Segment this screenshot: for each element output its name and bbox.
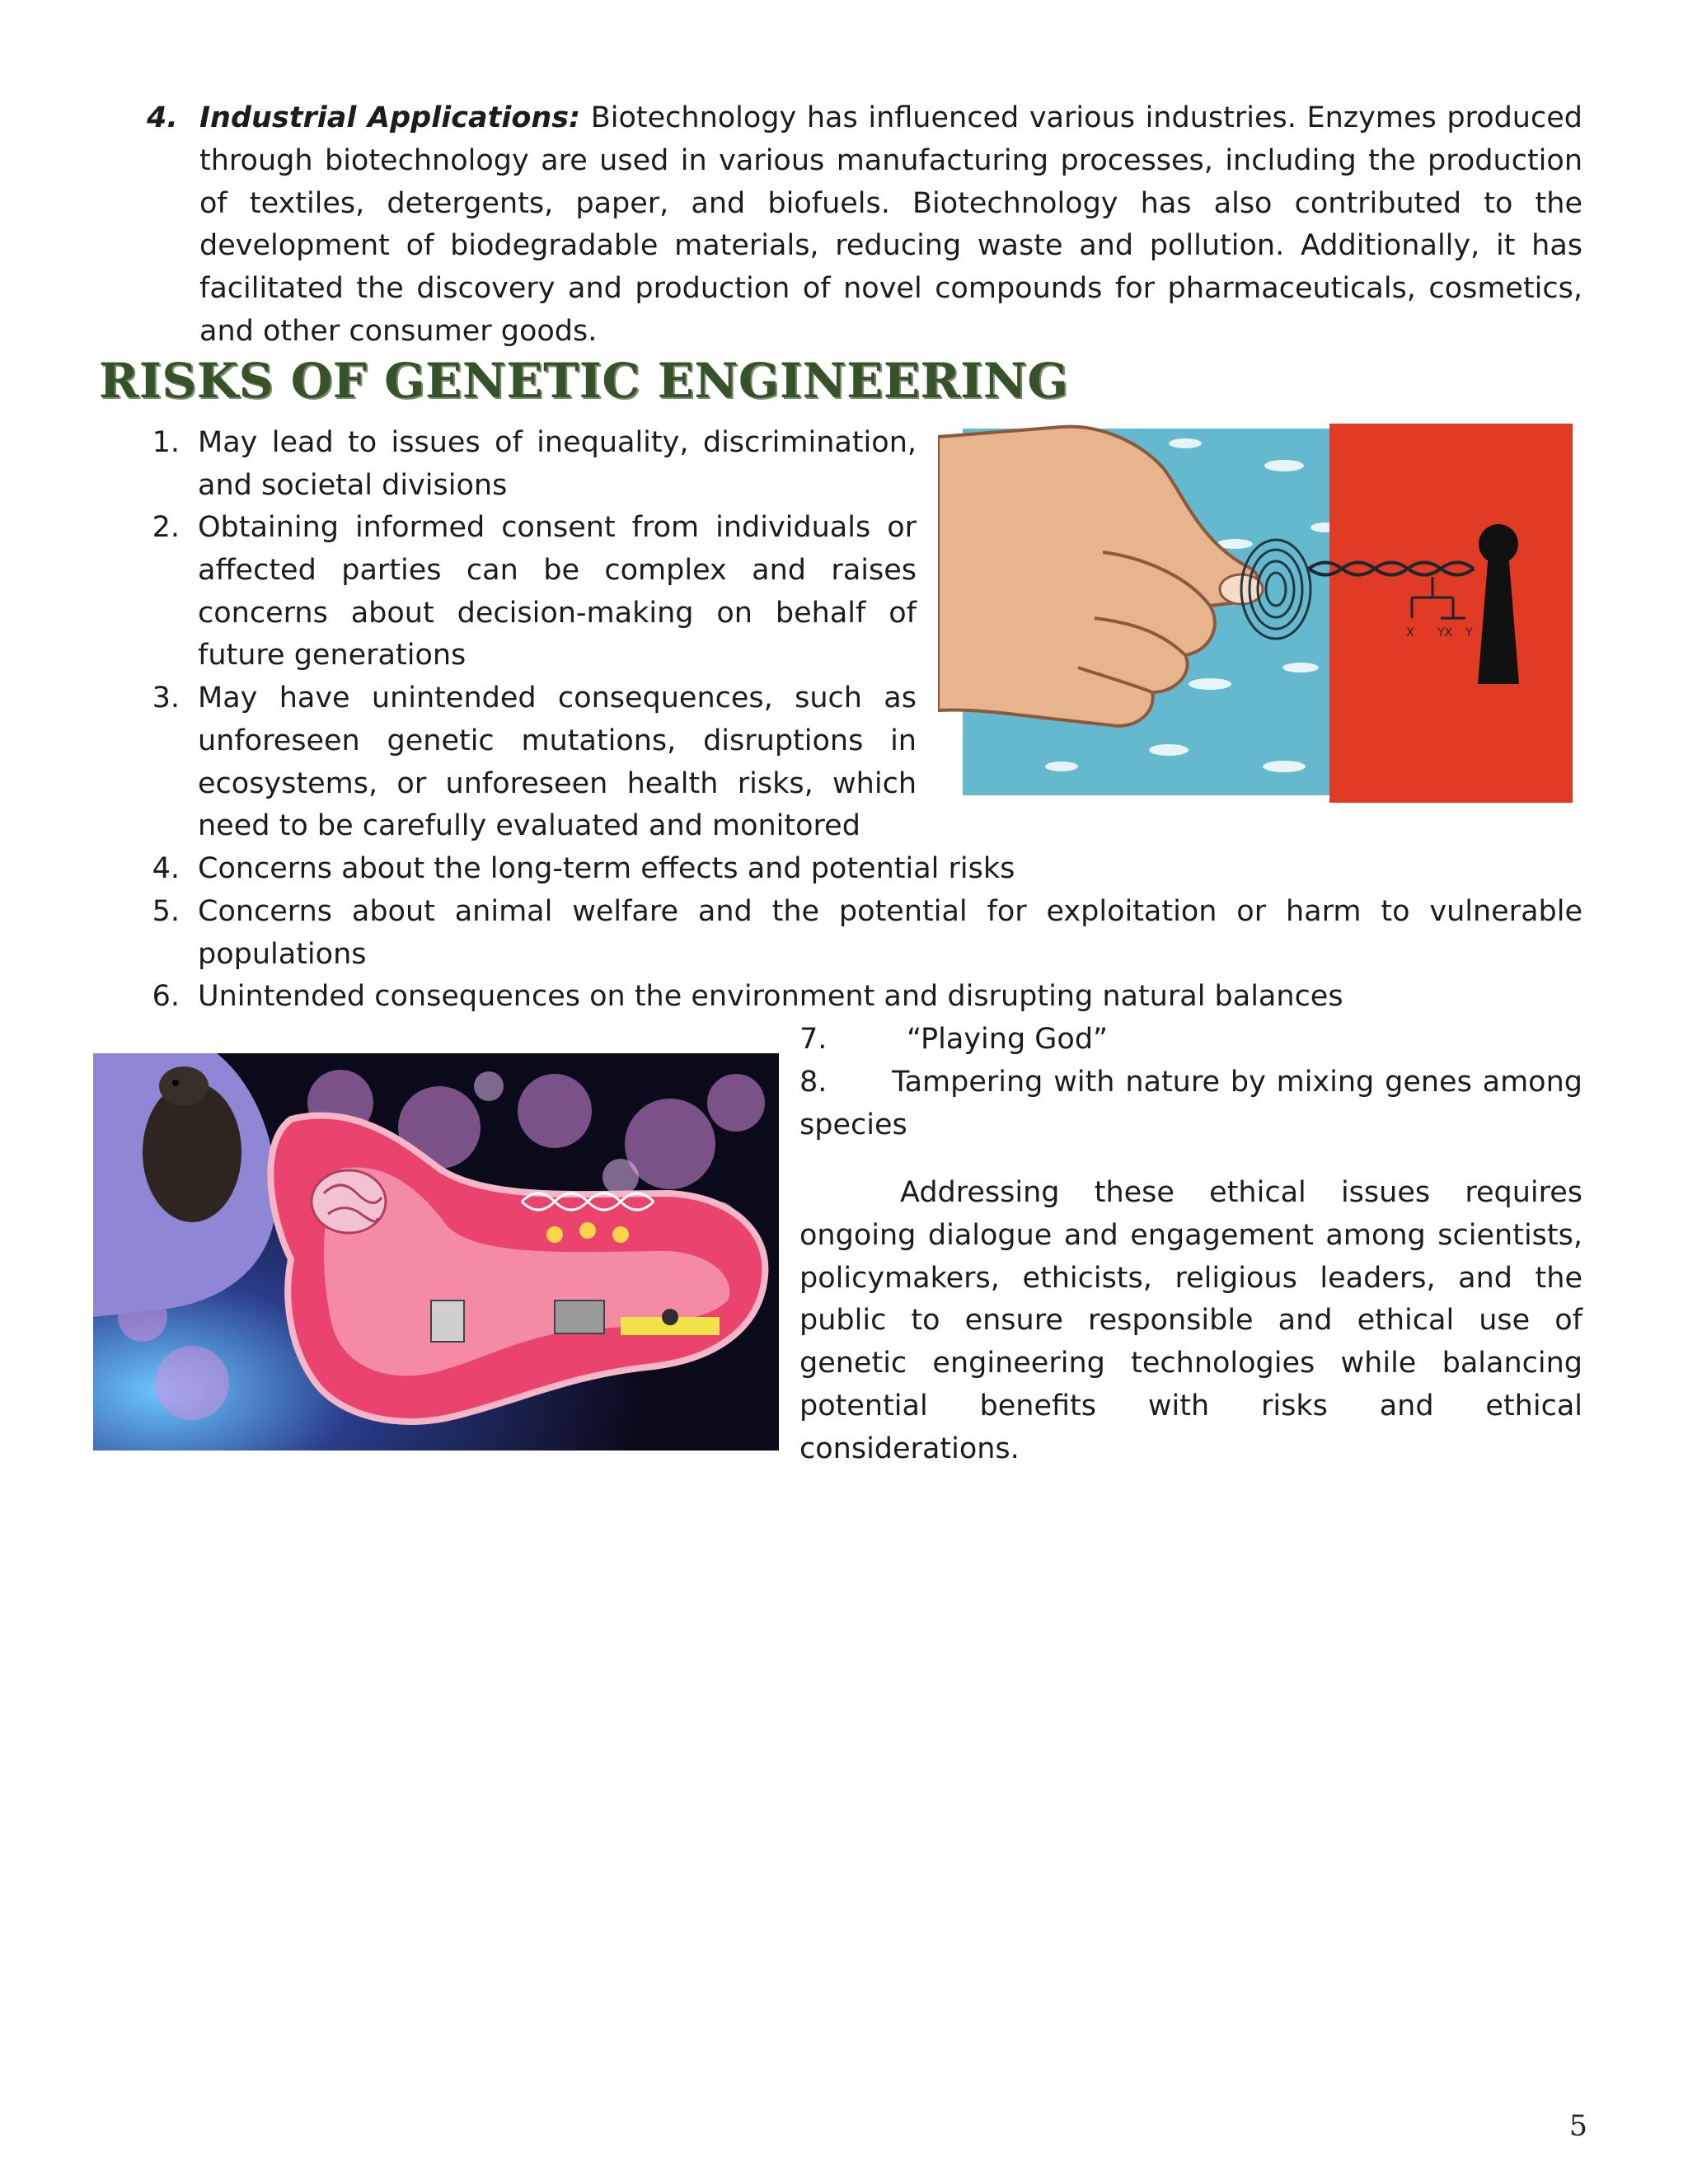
industrial-applications-item [147, 97, 1582, 354]
item-lead: Industrial Applications: [199, 101, 581, 134]
item-text: Biotechnology has influenced various industries. Enzymes produced through biotechnology are used in various manufacturing processes, including the production of textiles, detergents, paper, and biofuels. Biotechnology has also contributed to the development of biodegradable materials, reducing waste and pollution. Additionally, it has facilitated the discovery and production of novel compounds for pharmaceuticals, cosmetics, and other consumer goods. [199, 101, 1582, 348]
mouse-lab-svg [93, 1053, 779, 1451]
page-number: 5 [1568, 2110, 1587, 2143]
dna-label-y: Y [1465, 626, 1473, 640]
risk-item [147, 848, 1582, 891]
risk-text: May have unintended consequences, such as unforeseen genetic mutations, disruptions in ecosystems, or unforeseen health risks, which need to be carefully evaluated and monitored [198, 682, 917, 843]
item-body [199, 97, 1582, 354]
risk-item [147, 677, 917, 848]
risk-number: 5. [152, 895, 180, 928]
risk-number: 3. [152, 682, 180, 715]
risk-text: Concerns about animal welfare and the potential for exploitation or harm to vulnerable populations [198, 895, 1582, 971]
risk-text: Unintended consequences on the environment and disrupting natural balances [198, 980, 1343, 1013]
hand-dna-key-illustration [938, 420, 1582, 806]
closing-paragraph: Addressing these ethical issues requires ongoing dialogue and engagement among scientists, policymakers, ethicists, religious leaders, and the public to ensure responsible and ethical use of genetic engineering technologies while balancing potential benefits with risks and ethical considerations. [799, 1176, 1582, 1465]
section-heading: RISKS OF GENETIC ENGINEERING [99, 353, 1069, 409]
risk-number: 8. [799, 1066, 828, 1099]
risk-number: 7. [799, 1023, 828, 1056]
hand-dna-key-svg [938, 420, 1582, 806]
risk-text: Concerns about the long-term effects and potential risks [198, 852, 1015, 885]
item-number: 4. [147, 101, 178, 134]
risk-item [147, 422, 917, 508]
dna-label-x: X [1406, 626, 1414, 640]
risk-text: May lead to issues of inequality, discrimination, and societal divisions [198, 426, 917, 502]
mouse-lab-illustration [93, 1053, 779, 1451]
risk-text: Obtaining informed consent from individuals or affected parties can be complex and raises concerns about decision-making on behalf of future generations [198, 511, 917, 673]
risk-number: 4. [152, 852, 180, 885]
risk-item [147, 507, 917, 677]
risk-number: 6. [152, 980, 180, 1013]
dna-label-yx: YX [1437, 626, 1453, 640]
risk-item [147, 976, 1582, 1019]
risk-text: “Playing God” [907, 1023, 1109, 1056]
risk-item [147, 891, 1582, 977]
risk-number: 1. [152, 426, 180, 459]
risk-text: Tampering with nature by mixing genes among species [799, 1066, 1582, 1141]
risk-number: 2. [152, 511, 180, 544]
risk-item [799, 1062, 1582, 1147]
risk-item [799, 1019, 1582, 1062]
